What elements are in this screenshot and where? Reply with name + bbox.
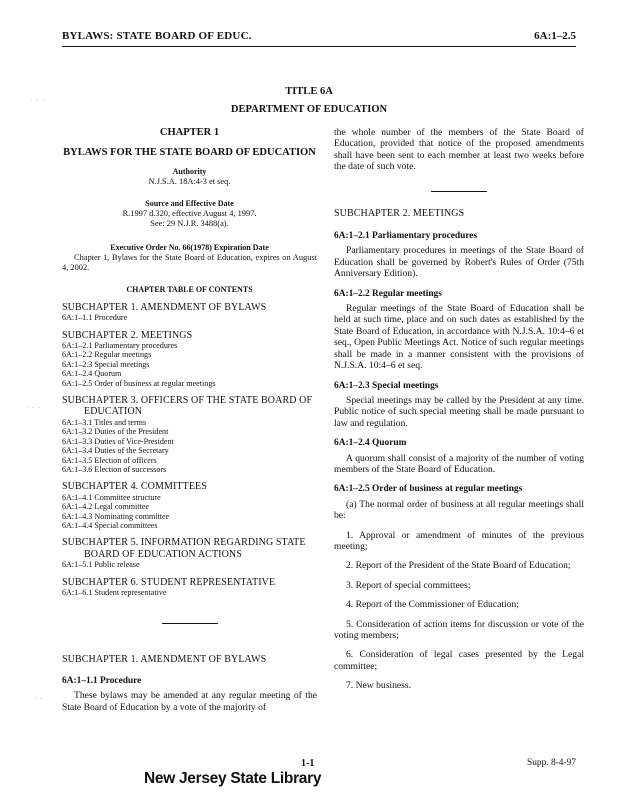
toc-item: 6A:1–2.4 Quorum: [62, 369, 122, 379]
scan-speck: · · ·: [30, 96, 46, 104]
subchapter-2-heading: SUBCHAPTER 2. MEETINGS: [334, 207, 465, 219]
subchapter-1-heading: SUBCHAPTER 1. AMENDMENT OF BYLAWS: [62, 654, 267, 666]
toc-subchapter-2: SUBCHAPTER 2. MEETINGS: [62, 329, 193, 341]
toc-item: 6A:1–4.3 Nominating committee: [62, 511, 170, 521]
chapter-title: BYLAWS FOR THE STATE BOARD OF EDUCATION: [63, 147, 316, 159]
source-line-2: See: 29 N.J.R. 3488(a).: [150, 218, 229, 228]
list-item: 5. Consideration of action items for discussion or vote of the voting members;: [334, 618, 584, 641]
exec-order-text: Chapter 1, Bylaws for the State Board of Education, expires on August 4, 2002.: [62, 252, 317, 272]
toc-item: 6A:1–6.1 Student representative: [62, 587, 167, 597]
toc-item: 6A:1–3.6 Election of successors: [62, 464, 167, 474]
toc-subchapter-3: SUBCHAPTER 3. OFFICERS OF THE STATE BOARD OF EDUCATION: [62, 395, 313, 418]
right-column: [334, 127, 584, 692]
source-label: Source and Effective Date: [145, 198, 234, 208]
header-left: BYLAWS: STATE BOARD OF EDUC.: [62, 30, 252, 42]
library-stamp: New Jersey State Library: [144, 770, 322, 787]
authority-label: Authority: [172, 166, 207, 176]
toc-item: 6A:1–2.1 Parliamentary procedures: [62, 341, 178, 351]
section-divider: [431, 191, 487, 192]
toc-item: 6A:1–2.5 Order of business at regular meetings: [62, 378, 216, 388]
authority-text: N.J.S.A. 18A:4-3 et seq.: [148, 176, 231, 186]
list-item: 6. Consideration of legal cases presented by the Legal committee;: [334, 649, 584, 672]
list-item: 7. New business.: [346, 680, 412, 692]
toc-item: 6A:1–4.2 Legal committee: [62, 502, 149, 512]
toc-item: 6A:1–1.1 Procedure: [62, 313, 128, 323]
left-column: [62, 127, 317, 713]
toc-item: 6A:1–3.4 Duties of the Secretary: [62, 446, 169, 456]
exec-order-label: Executive Order No. 66(1978) Expiration Date: [110, 242, 269, 252]
toc-item: 6A:1–2.2 Regular meetings: [62, 350, 152, 360]
section-2-3-heading: 6A:1–2.3 Special meetings: [334, 380, 439, 391]
department-title: DEPARTMENT OF EDUCATION: [230, 104, 388, 115]
toc-subchapter-1: SUBCHAPTER 1. AMENDMENT OF BYLAWS: [62, 301, 267, 313]
section-2-5-intro: (a) The normal order of business at all regular meetings shall be:: [334, 498, 584, 522]
section-2-4-text: A quorum shall consist of a majority of the number of voting members of the State Board of Education.: [334, 452, 584, 475]
list-item: 4. Report of the Commissioner of Education;: [346, 599, 519, 611]
toc-item: 6A:1–3.1 Titles and terms: [62, 417, 147, 427]
toc-item: 6A:1–3.2 Duties of the President: [62, 427, 169, 437]
toc-item: 6A:1–4.4 Special committees: [62, 520, 158, 530]
toc-item: 6A:1–5.1 Public release: [62, 560, 140, 570]
toc-item: 6A:1–4.1 Committee structure: [62, 492, 161, 502]
scan-speck: · ·: [34, 695, 44, 703]
list-item: 2. Report of the President of the State Board of Education;: [346, 560, 571, 572]
section-1-1-heading: 6A:1–1.1 Procedure: [62, 675, 142, 686]
toc-subchapter-4: SUBCHAPTER 4. COMMITTEES: [62, 481, 207, 493]
section-divider: [162, 623, 218, 624]
source-line-1: R.1997 d.320, effective August 4, 1997.: [122, 208, 257, 218]
page-number: 1-1: [301, 758, 315, 769]
toc-label: CHAPTER TABLE OF CONTENTS: [126, 284, 253, 294]
section-2-5-heading: 6A:1–2.5 Order of business at regular meetings: [334, 484, 523, 495]
section-1-1-text: These bylaws may be amended at any regular meeting of the State Board of Education by a vote of the majority of: [62, 690, 317, 713]
toc-item: 6A:1–3.3 Duties of Vice-President: [62, 436, 174, 446]
title: TITLE 6A: [285, 86, 333, 97]
header-right: 6A:1–2.5: [534, 30, 576, 42]
toc-item: 6A:1–3.5 Election of officers: [62, 455, 157, 465]
toc-item: 6A:1–2.3 Special meetings: [62, 359, 150, 369]
toc-subchapter-5: SUBCHAPTER 5. INFORMATION REGARDING STATE BOARD OF EDUCATION ACTIONS: [62, 537, 306, 560]
scan-speck: · · ·: [26, 404, 42, 412]
list-item: 3. Report of special committees;: [346, 579, 471, 591]
section-2-2-text: Regular meetings of the State Board of Education shall be held at such time, place and on such dates as established by the State Board of Education, in accordance with N.J.S.A. 10:4–6 et seq., Open Public Meetings Act. Notice of such regular meetings shall be made in a manner consistent with the provisions of N.J.S.A. 10:4–6 et seq.: [334, 303, 584, 372]
section-2-4-heading: 6A:1–2.4 Quorum: [334, 438, 407, 449]
running-header: [62, 28, 576, 46]
section-2-1-text: Parliamentary procedures in meetings of the State Board of Education shall be governed by Robert's Rules of Order (75th Anniversary Edition).: [334, 245, 584, 280]
section-2-1-heading: 6A:1–2.1 Parliamentary procedures: [334, 231, 478, 242]
chapter-heading: CHAPTER 1: [159, 127, 220, 138]
supplement-date: Supp. 8-4-97: [527, 758, 576, 768]
section-2-2-heading: 6A:1–2.2 Regular meetings: [334, 288, 442, 299]
header-rule: [62, 46, 576, 47]
list-item: 1. Approval or amendment of minutes of the previous meeting;: [334, 529, 584, 552]
continued-text: the whole number of the members of the State Board of Education, provided that notice of the proposed amendments shall have been sent to each member at least two weeks before the date of such vote.: [334, 127, 584, 173]
toc-subchapter-6: SUBCHAPTER 6. STUDENT REPRESENTATIVE: [62, 576, 276, 588]
section-2-3-text: Special meetings may be called by the President at any time. Public notice of such special meeting shall be made pursuant to law and regulation.: [334, 394, 584, 429]
